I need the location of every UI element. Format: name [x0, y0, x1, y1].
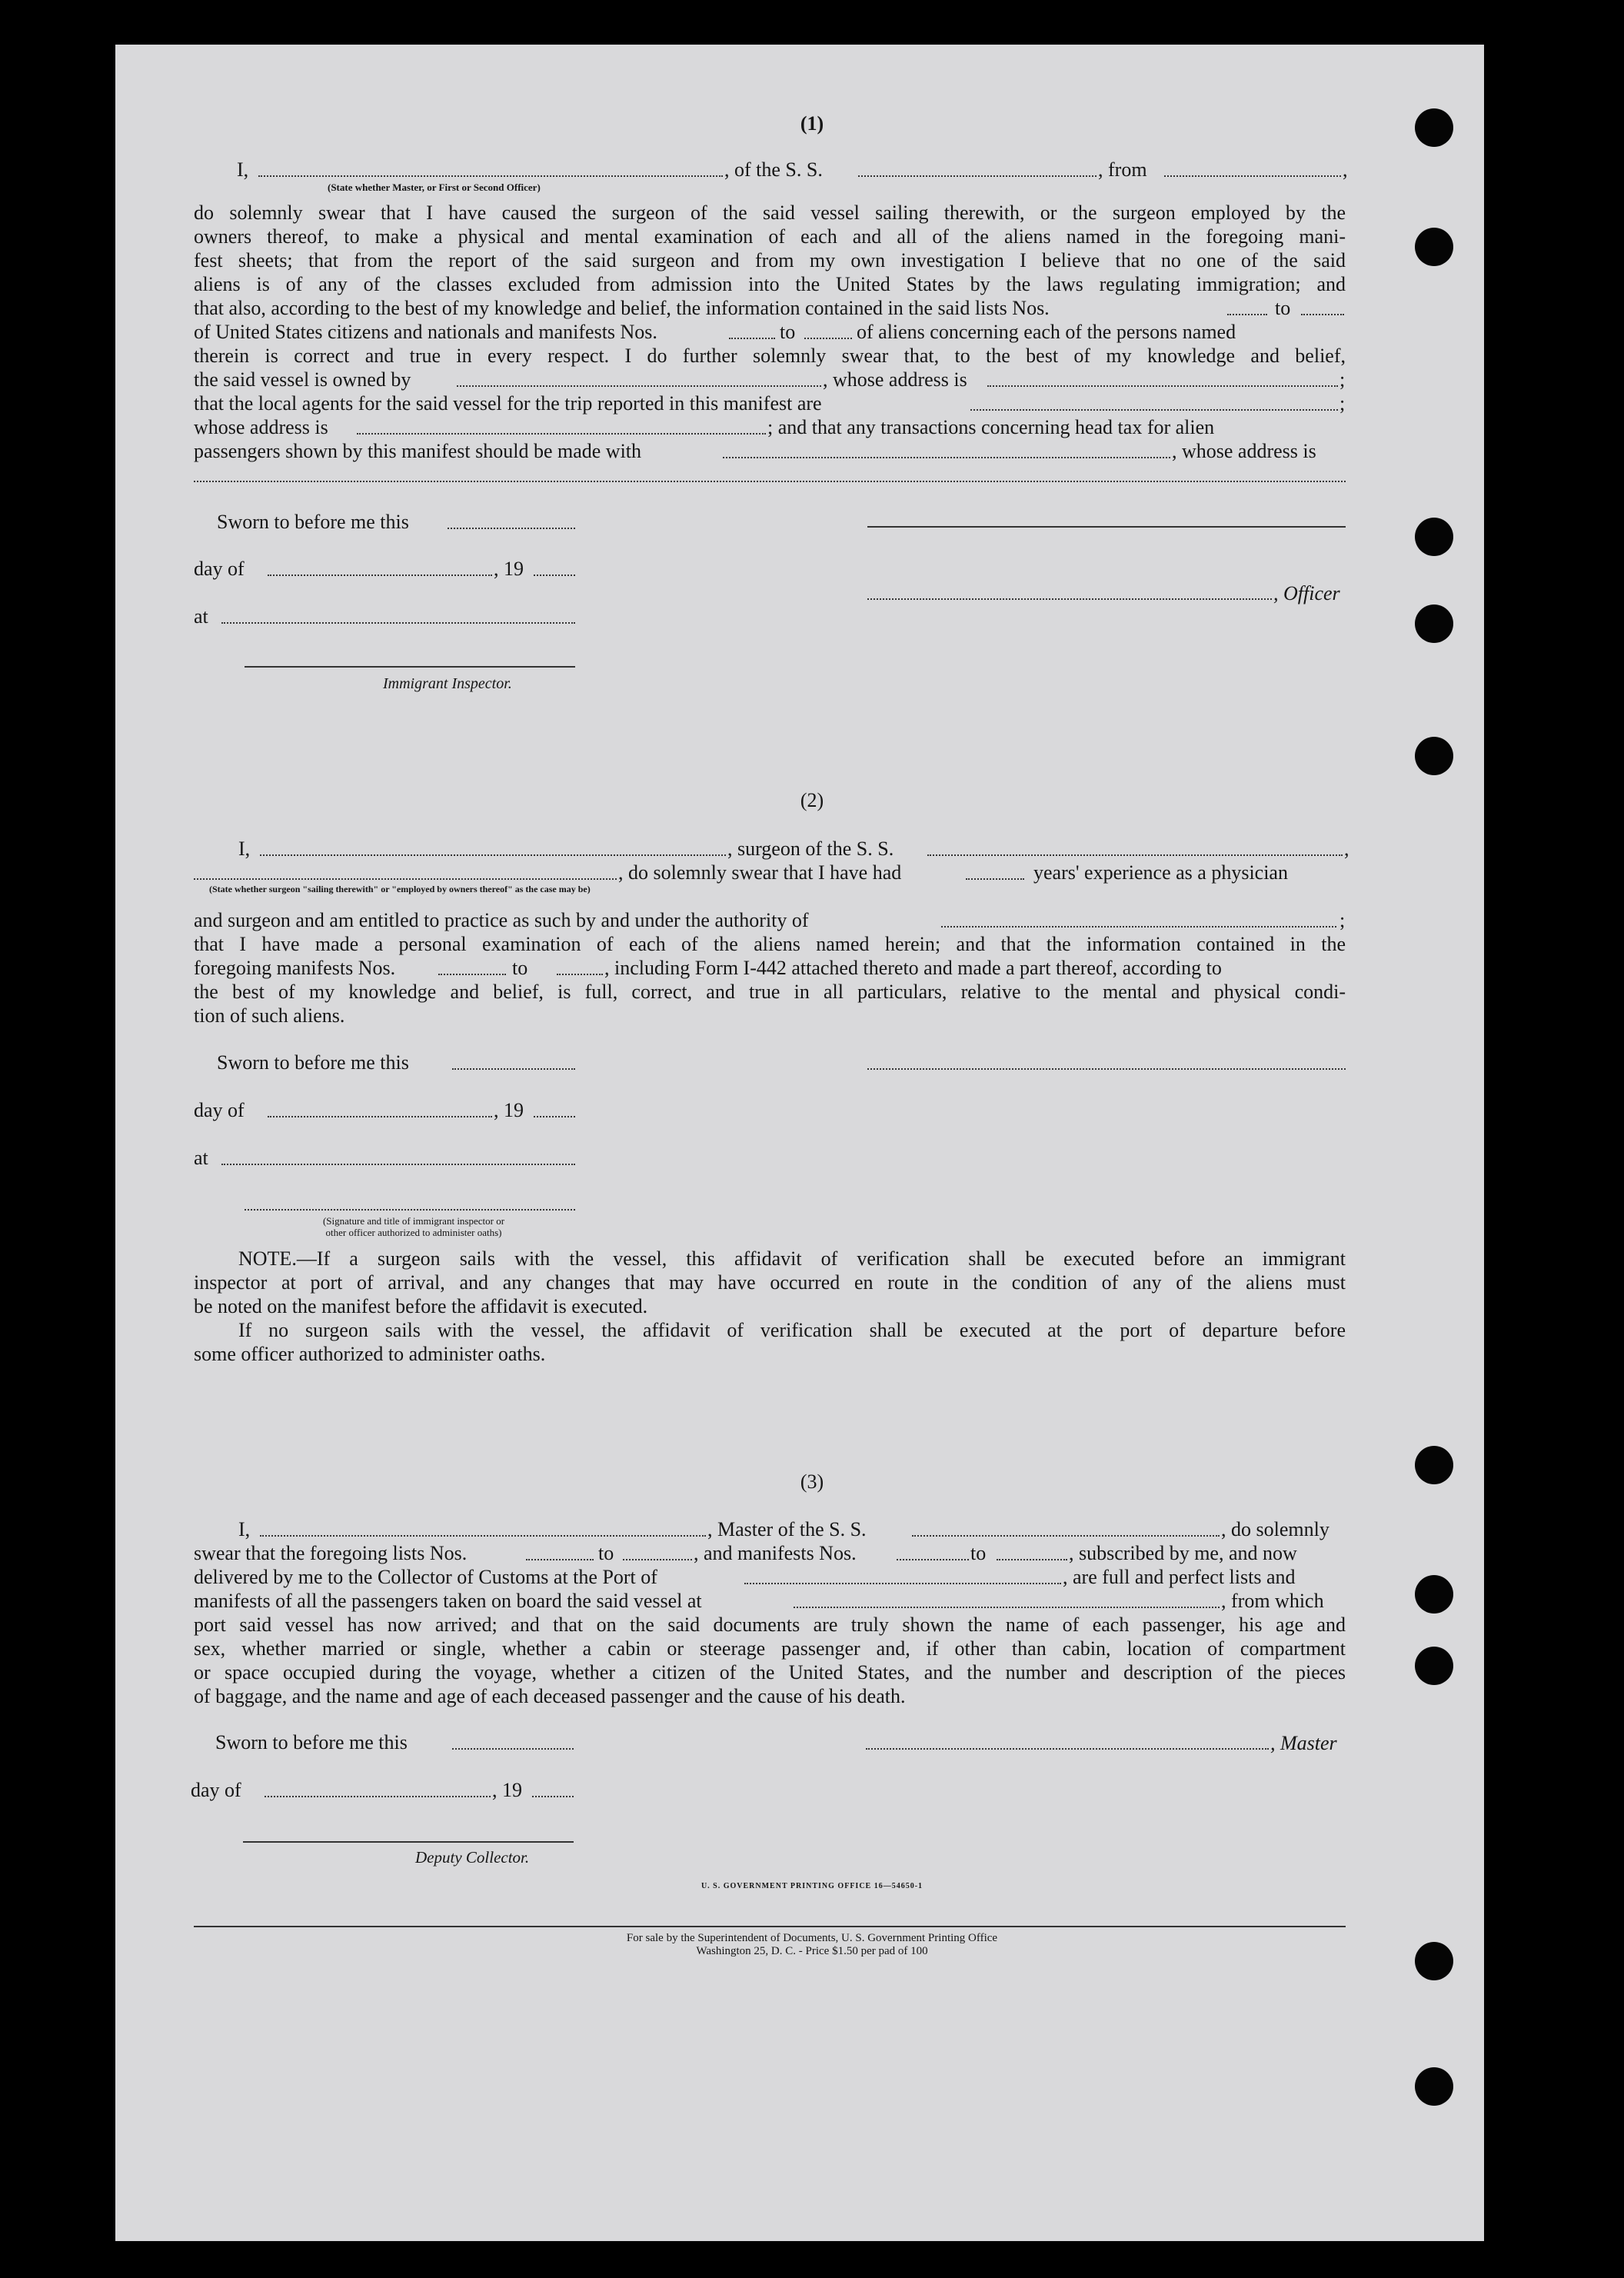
sec2-manifest-to-field[interactable]: [557, 974, 603, 975]
master-name-field[interactable]: [260, 1535, 706, 1537]
section-2-number: (2): [800, 789, 824, 811]
sec3-year-label: , 19: [492, 1779, 522, 1801]
surgeon-status-field[interactable]: [194, 878, 617, 880]
manifest-no-to-field[interactable]: [804, 338, 852, 339]
sec2-sworn-date-field[interactable]: [452, 1068, 575, 1070]
section-1-number: (1): [800, 112, 824, 135]
sec1-place-field[interactable]: [221, 622, 575, 624]
sec3-manifests: , and manifests Nos.: [694, 1542, 857, 1564]
sec1-from: , from: [1098, 158, 1147, 181]
sec3-delivered: delivered by me to the Collector of Customs at the Port of: [194, 1566, 657, 1588]
sec2-solemnly-swear: , do solemnly swear that I have had: [618, 861, 902, 884]
sec1-to: to: [780, 321, 796, 343]
sec1-line6: of United States citizens and nationals and manifests Nos.: [194, 321, 657, 343]
sec1-semicolon: ;: [1339, 392, 1346, 415]
sec3-i: I,: [238, 1518, 251, 1540]
master-label: , Master: [1270, 1732, 1337, 1754]
owner-address-field[interactable]: [987, 385, 1338, 387]
sec1-sworn-label: Sworn to before me this: [217, 511, 409, 533]
list-no-from-field[interactable]: [1227, 314, 1267, 315]
sec1-local-agents: that the local agents for the said vessel for the trip reported in this manifest are: [194, 392, 822, 415]
sec1-year-label: , 19: [494, 558, 524, 580]
sec3-list-from-field[interactable]: [526, 1559, 594, 1560]
sec2-year-field[interactable]: [534, 1116, 575, 1117]
sec3-list-to-field[interactable]: [623, 1559, 692, 1560]
port-from-field[interactable]: [1164, 175, 1341, 177]
sec1-passengers: passengers shown by this manifest should be made with: [194, 440, 642, 462]
port-of-arrival-field[interactable]: [744, 1583, 1061, 1584]
sec2-to: to: [512, 957, 528, 979]
sec2-year-label: , 19: [494, 1099, 524, 1121]
sec2-signature-note: (Signature and title of immigrant inspector or: [322, 1215, 505, 1227]
sec3-taken-on-board: manifests of all the passengers taken on board the said vessel at: [194, 1590, 702, 1612]
sec2-semicolon: ;: [1339, 909, 1346, 931]
footer-sale-line: For sale by the Superintendent of Documents, U. S. Government Printing Office: [626, 1932, 998, 1944]
sec3-from-which: , from which: [1221, 1590, 1324, 1612]
agent-address-field[interactable]: [357, 433, 766, 435]
binder-hole: [1415, 518, 1453, 556]
sec3-year-field[interactable]: [532, 1796, 574, 1797]
binder-hole: [1415, 1575, 1453, 1614]
sec1-paragraph-line: owners thereof, to make a physical and mental examination of each and all of the aliens named in the foregoing mani-: [194, 225, 1346, 248]
local-agents-field[interactable]: [970, 409, 1338, 411]
deputy-collector-label: Deputy Collector.: [415, 1848, 530, 1867]
footer-price-line: Washington 25, D. C. - Price $1.50 per pad of 100: [696, 1945, 928, 1957]
sec3-paragraph-line: port said vessel has now arrived; and that on the said documents are truly shown the name of each passenger, his age and: [194, 1614, 1346, 1636]
sec1-to: to: [1275, 297, 1291, 319]
sec3-month-field[interactable]: [265, 1796, 491, 1797]
section-3-number: (3): [800, 1470, 824, 1493]
sec2-note-line: NOTE.—If a surgeon sails with the vessel, this affidavit of verification shall be executed before an immigrant: [238, 1247, 1346, 1270]
manifest-no-from-field[interactable]: [729, 338, 775, 339]
sec3-subscribed: , subscribed by me, and now: [1069, 1542, 1297, 1564]
sec1-sworn-date-field[interactable]: [448, 528, 575, 529]
deputy-collector-signature-line[interactable]: [243, 1841, 574, 1843]
sec1-line6-end: of aliens concerning each of the persons named: [857, 321, 1236, 343]
binder-hole: [1415, 604, 1453, 643]
sec2-line7: tion of such aliens.: [194, 1004, 345, 1027]
sec2-note2-line: If no surgeon sails with the vessel, the affidavit of verification shall be executed at the port of departure before: [238, 1319, 1346, 1341]
sec2-line4: that I have made a personal examination of each of the aliens named herein; and that the information contained in the: [194, 933, 1346, 955]
sec2-note2-line: some officer authorized to administer oaths.: [194, 1343, 546, 1365]
sec3-master-of: , Master of the S. S.: [707, 1518, 867, 1540]
sec3-manifest-from-field[interactable]: [897, 1559, 969, 1560]
years-experience-field[interactable]: [966, 878, 1024, 880]
sec2-place-field[interactable]: [221, 1164, 575, 1165]
sec2-manifest-from-field[interactable]: [438, 974, 506, 975]
sec1-day-of-label: day of: [194, 558, 245, 580]
sec1-signature-line[interactable]: [867, 526, 1346, 528]
master-signature-field[interactable]: [866, 1748, 1269, 1750]
sec1-head-tax: ; and that any transactions concerning head tax for alien: [767, 416, 1215, 438]
sec1-whose-address-2: , whose address is: [1172, 440, 1316, 462]
sec3-lists: swear that the foregoing lists Nos.: [194, 1542, 468, 1564]
authority-field[interactable]: [941, 926, 1336, 928]
sec1-agent-address: whose address is: [194, 416, 328, 438]
sec3-manifest-to-field[interactable]: [997, 1559, 1067, 1560]
sec1-of-ss: , of the S. S.: [724, 158, 823, 181]
sec3-vessel-field[interactable]: [912, 1535, 1220, 1537]
sec2-authority: and surgeon and am entitled to practice as such by and under the authority of: [194, 909, 809, 931]
printing-office-code: U. S. GOVERNMENT PRINTING OFFICE 16—54650-1: [701, 1882, 923, 1890]
sec2-sworn-label: Sworn to before me this: [217, 1051, 409, 1074]
officer-signature-field[interactable]: [867, 598, 1272, 600]
sec1-whose-address: , whose address is: [823, 368, 967, 391]
sec2-month-field[interactable]: [268, 1116, 492, 1117]
sec1-paragraph-line: do solemnly swear that I have caused the surgeon of the said vessel sailing therewith, or the surgeon employed by the: [194, 201, 1346, 224]
surgeon-name-field[interactable]: [260, 854, 726, 856]
sec2-vessel-field[interactable]: [927, 854, 1343, 856]
binder-hole: [1415, 1647, 1453, 1685]
sec1-paragraph-line: fest sheets; that from the report of the said surgeon and from my own investigation I believe that no one of the said: [194, 249, 1346, 271]
sec3-to: to: [598, 1542, 614, 1564]
sec2-day-of-label: day of: [194, 1099, 245, 1121]
list-no-to-field[interactable]: [1301, 314, 1344, 315]
sec3-sworn-label: Sworn to before me this: [215, 1731, 408, 1753]
sec1-comma: ,: [1343, 158, 1348, 181]
binder-hole: [1415, 737, 1453, 775]
sec3-paragraph-line: sex, whether married or single, whether a cabin or steerage passenger and, if other than cabin, location of compartment: [194, 1637, 1346, 1660]
sec2-note-line: be noted on the manifest before the affidavit is executed.: [194, 1295, 648, 1317]
sec3-paragraph-line: or space occupied during the voyage, whether a citizen of the United States, and the number and description of the pieces: [194, 1661, 1346, 1684]
sec1-line7: therein is correct and true in every respect. I do further solemnly swear that, to the best of my knowledge and belief,: [194, 345, 1346, 367]
port-of-departure-field[interactable]: [794, 1607, 1220, 1608]
sec1-year-field[interactable]: [534, 574, 575, 576]
sec3-full-lists: , are full and perfect lists and: [1063, 1566, 1296, 1588]
sec1-at-label: at: [194, 605, 208, 628]
officer-name-field[interactable]: [258, 175, 723, 177]
sec3-do-solemnly: , do solemnly: [1221, 1518, 1329, 1540]
officer-label: , Officer: [1273, 582, 1340, 604]
binder-hole: [1415, 2067, 1453, 2106]
sec1-paragraph-line: aliens is of any of the classes excluded from admission into the United States by the laws regulating immigration; and: [194, 273, 1346, 295]
immigrant-inspector-label: Immigrant Inspector.: [383, 675, 512, 692]
vessel-owner-field[interactable]: [457, 385, 821, 387]
sec2-inspector-signature-field[interactable]: [245, 1209, 575, 1211]
sec3-to: to: [970, 1542, 987, 1564]
sec2-years-experience: years' experience as a physician: [1033, 861, 1288, 884]
sec1-month-field[interactable]: [268, 574, 492, 576]
footer-rule: [194, 1926, 1346, 1927]
sec1-semicolon: ;: [1339, 368, 1346, 391]
sec2-i: I,: [238, 838, 251, 860]
sec1-owned-by: the said vessel is owned by: [194, 368, 411, 391]
sec2-form-i442: , including Form I-442 attached thereto and made a part thereof, according to: [604, 957, 1222, 979]
binder-hole: [1415, 228, 1453, 266]
sec3-sworn-date-field[interactable]: [452, 1748, 574, 1750]
sec2-at-label: at: [194, 1147, 208, 1169]
sec1-line5: that also, according to the best of my knowledge and belief, the information contained in the said lists Nos.: [194, 297, 1050, 319]
sec2-note-line: inspector at port of arrival, and any changes that may have occurred en route in the condition of any of the aliens must: [194, 1271, 1346, 1294]
sec2-manifests: foregoing manifests Nos.: [194, 957, 396, 979]
contact-address-field[interactable]: [194, 481, 1346, 482]
sec3-day-of-label: day of: [191, 1779, 241, 1801]
sec2-surgeon-of: , surgeon of the S. S.: [727, 838, 894, 860]
sec3-paragraph-line: of baggage, and the name and age of each deceased passenger and the cause of his death.: [194, 1685, 906, 1707]
surgeon-status-note: (State whether surgeon "sailing therewith" or "employed by owners thereof" as the case may be): [209, 884, 591, 894]
sec2-signature-note: other officer authorized to administer oaths): [325, 1227, 502, 1238]
surgeon-signature-field[interactable]: [867, 1068, 1346, 1070]
head-tax-contact-field[interactable]: [723, 457, 1170, 458]
inspector-signature-line[interactable]: [245, 666, 575, 668]
vessel-name-field[interactable]: [858, 175, 1097, 177]
sec2-line6: the best of my knowledge and belief, is full, correct, and true in all particulars, relative to the mental and physical condi-: [194, 981, 1346, 1003]
officer-rank-note: (State whether Master, or First or Second Officer): [328, 182, 541, 193]
sec1-i: I,: [237, 158, 249, 181]
sec2-comma: ,: [1344, 838, 1349, 860]
